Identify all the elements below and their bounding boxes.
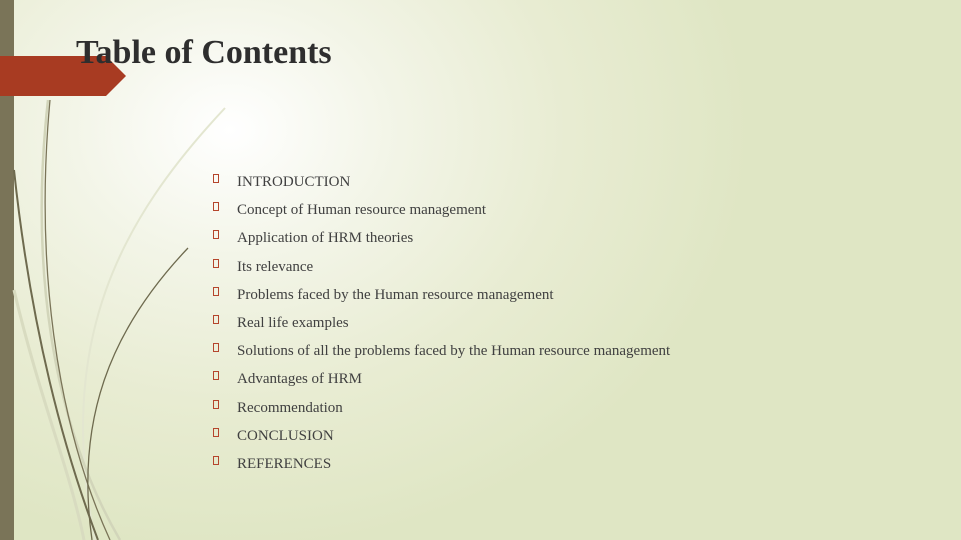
list-item-label: Recommendation (237, 399, 343, 416)
list-item (210, 255, 670, 283)
list-item-label: CONCLUSION (237, 427, 334, 444)
list-item-label: Solutions of all the problems faced by the Human resource management (237, 343, 671, 360)
curve-dark-1 (45, 100, 110, 540)
list-item-label: Its relevance (237, 258, 314, 275)
list-item (210, 170, 670, 198)
square-bullet-icon (210, 283, 237, 301)
table-of-contents-list (210, 170, 670, 480)
slide-title: Table of Contents (76, 34, 332, 71)
list-item-label: REFERENCES (237, 455, 332, 472)
list-item-label: Real life examples (237, 314, 349, 331)
square-bullet-icon (210, 226, 237, 244)
list-item (210, 283, 670, 311)
list-item (210, 452, 670, 480)
square-bullet-icon (210, 396, 237, 414)
square-bullet-icon (210, 339, 237, 357)
square-bullet-icon (210, 452, 237, 470)
list-item-label: Advantages of HRM (237, 371, 362, 388)
list-item (210, 311, 670, 339)
list-item (210, 396, 670, 424)
square-bullet-icon (210, 255, 237, 273)
square-bullet-icon (210, 311, 237, 329)
curve-light-2 (42, 100, 120, 540)
list-item (210, 367, 670, 395)
list-item-label: INTRODUCTION (237, 174, 351, 190)
list-item (210, 339, 670, 367)
square-bullet-icon (210, 367, 237, 385)
list-item-label: Application of HRM theories (237, 230, 414, 247)
curve-dark-2 (88, 248, 188, 540)
list-item (210, 226, 670, 254)
list-item (210, 424, 670, 452)
square-bullet-icon (210, 198, 237, 216)
square-bullet-icon (210, 424, 237, 442)
list-item-label: Problems faced by the Human resource management (237, 286, 554, 303)
square-bullet-icon (210, 170, 237, 188)
list-item (210, 198, 670, 226)
curve-light-1 (83, 108, 225, 540)
list-item-label: Concept of Human resource management (237, 202, 487, 219)
